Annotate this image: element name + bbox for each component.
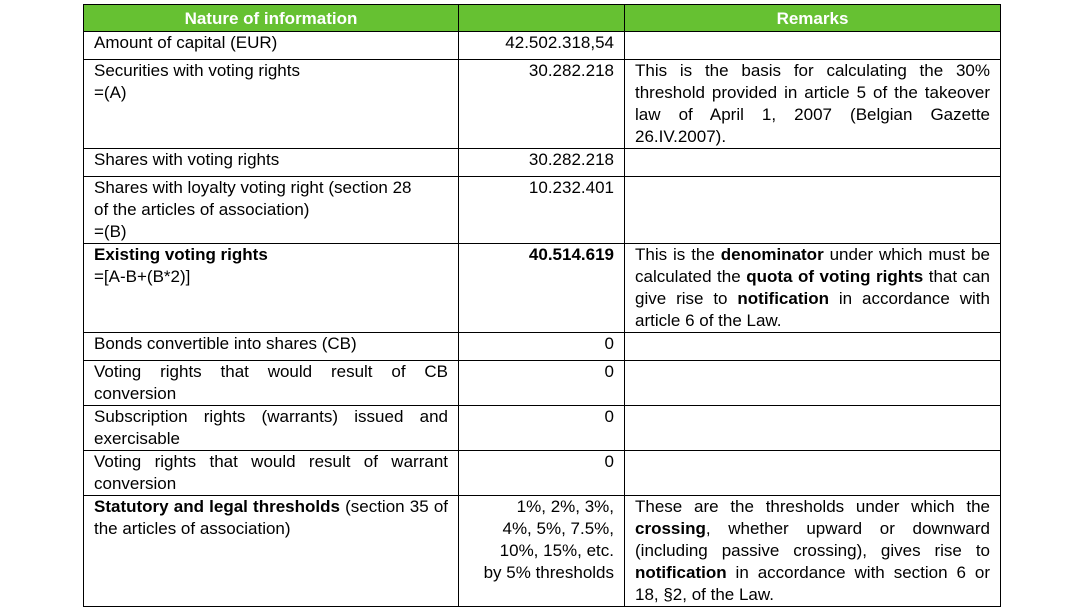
remark-emphasis: quota of voting rights <box>746 267 924 286</box>
row-label-line: Existing voting rights <box>94 245 268 264</box>
header-value <box>459 5 625 32</box>
table-row <box>84 406 1001 451</box>
row-value: 42.502.318,54 <box>459 32 625 60</box>
row-value: 30.282.218 <box>459 149 625 177</box>
row-remark <box>625 32 1001 60</box>
row-value: 10.232.401 <box>459 177 625 244</box>
remark-text: This is the <box>635 245 721 264</box>
table-row <box>84 333 1001 361</box>
threshold-line: 1%, 2%, 3%, <box>516 497 614 516</box>
threshold-line: 4%, 5%, 7.5%, <box>502 519 614 538</box>
table-row <box>84 177 1001 244</box>
row-label <box>84 60 459 149</box>
row-label <box>84 177 459 244</box>
row-label-line: Shares with loyalty voting right (section 28 <box>94 178 412 197</box>
row-label <box>84 244 459 333</box>
row-remark <box>625 406 1001 451</box>
remark-text: , whether upward or downward (including passive crossing), gives rise to <box>635 519 990 560</box>
remark-text: under which must be calculated the <box>635 245 990 286</box>
row-value: 30.282.218 <box>459 60 625 149</box>
row-value: 0 <box>459 333 625 361</box>
row-remark <box>625 244 1001 333</box>
table-row <box>84 244 1001 333</box>
row-remark: This is the basis for calculating the 30% threshold provided in article 5 of the takeover law of April 1, 2007 (Belgian Gazette 26.IV.2007). <box>625 60 1001 149</box>
voting-rights-table <box>83 4 1001 607</box>
row-label-line: Securities with voting rights <box>94 61 300 80</box>
table-header-row <box>84 5 1001 32</box>
remark-text: in accordance with section 6 or 18, §2, of the Law. <box>635 563 990 604</box>
table-row <box>84 60 1001 149</box>
remark-emphasis: denominator <box>720 245 824 264</box>
row-label: Bonds convertible into shares (CB) <box>84 333 459 361</box>
row-label-emphasis: Statutory and legal thresholds <box>94 497 340 516</box>
remark-emphasis: notification <box>737 289 829 308</box>
row-remark <box>625 149 1001 177</box>
header-nature: Nature of information <box>84 5 459 32</box>
row-remark <box>625 177 1001 244</box>
row-remark <box>625 361 1001 406</box>
remark-text: These are the thresholds under which the <box>635 497 990 516</box>
remark-text: in accordance with article 6 of the Law. <box>635 289 990 330</box>
row-value: 0 <box>459 361 625 406</box>
threshold-line: 10%, 15%, etc. <box>499 541 614 560</box>
row-label-line: =(A) <box>94 83 127 102</box>
table-row <box>84 361 1001 406</box>
row-label: Amount of capital (EUR) <box>84 32 459 60</box>
row-label-line: of the articles of association) <box>94 200 310 219</box>
row-value: 0 <box>459 451 625 496</box>
row-label: Subscription rights (warrants) issued and exercisable <box>84 406 459 451</box>
table-row <box>84 451 1001 496</box>
row-label-line: =(B) <box>94 222 127 241</box>
row-label-line: =[A-B+(B*2)] <box>94 267 191 286</box>
row-label: Voting rights that would result of CB conversion <box>84 361 459 406</box>
row-label-text: (section 35 of the articles of association) <box>94 497 449 538</box>
table-row <box>84 149 1001 177</box>
remark-text: that can give rise to <box>635 267 990 308</box>
row-remark <box>625 333 1001 361</box>
threshold-line: by 5% thresholds <box>483 563 614 582</box>
row-value: 40.514.619 <box>459 244 625 333</box>
row-remark <box>625 451 1001 496</box>
row-label: Voting rights that would result of warrant conversion <box>84 451 459 496</box>
table-row <box>84 496 1001 607</box>
header-remarks: Remarks <box>625 5 1001 32</box>
row-value <box>459 496 625 607</box>
row-value: 0 <box>459 406 625 451</box>
remark-emphasis: notification <box>635 563 727 582</box>
table-row <box>84 32 1001 60</box>
row-label <box>84 496 459 607</box>
row-label: Shares with voting rights <box>84 149 459 177</box>
remark-emphasis: crossing <box>635 519 706 538</box>
row-remark <box>625 496 1001 607</box>
